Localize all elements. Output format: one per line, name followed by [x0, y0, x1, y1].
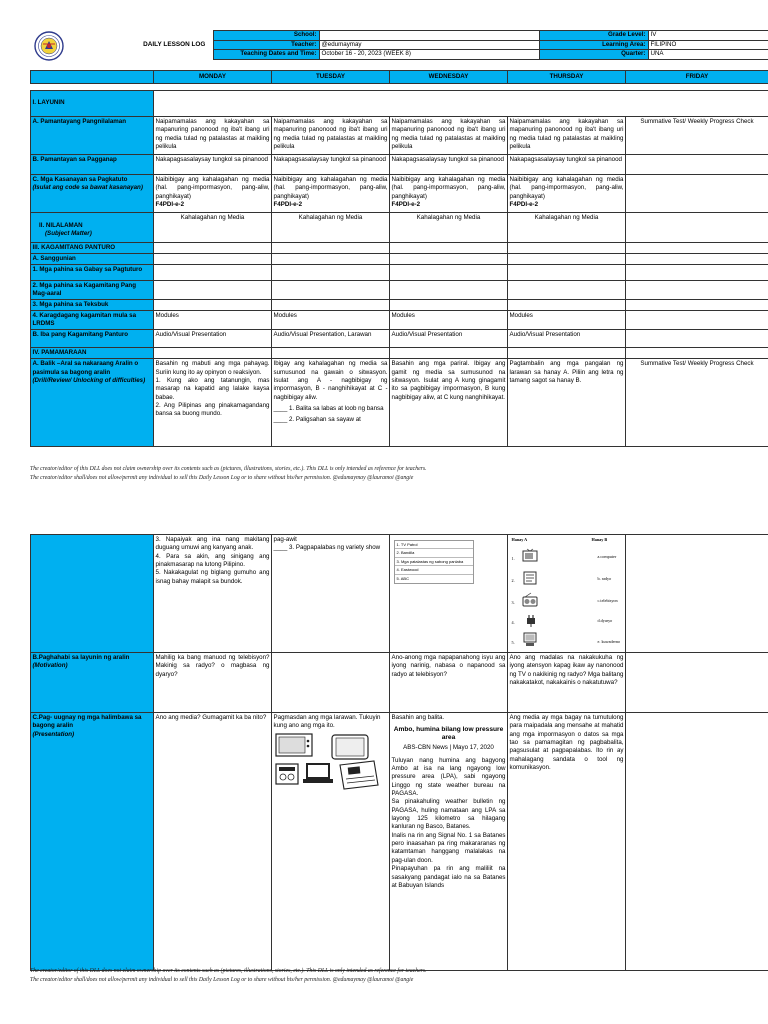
cell-iba-mon: Audio/Visual Presentation — [154, 330, 272, 348]
disclaimer-1: The creator/editor of this DLL does not claim ownership over its contents such as (pictures, illustrations, stories, etc.). This DLL is only intended as reference for teachers. — [30, 466, 427, 472]
lesson-table-page1 — [30, 90, 768, 447]
balik-mon-intro: Basahin ng mabuti ang mga pahayag. Suriin kung ito ay opinyon o reaksiyon. — [155, 360, 270, 376]
match-num: 1. — [511, 555, 515, 561]
row-pag-uugnay — [31, 713, 154, 971]
balik-sub: (Drill/Review/ Unlocking of difficulties) — [32, 376, 146, 384]
balik-tue-1: ____ 1. Balita sa labas at loob ng bansa — [273, 405, 384, 413]
media-list-item: 5. ABC — [396, 575, 409, 581]
days-blank — [31, 71, 154, 84]
row-iba: B. Iba pang Kagamitang Panturo — [31, 330, 154, 348]
cell-balik-thu-cont — [508, 535, 626, 653]
balik-mon-1: 1. Kung ako ang tatanungin, mas masarap na kapatid ang lalake kaysa babae. — [155, 376, 270, 401]
lesson-table-page2 — [30, 534, 768, 971]
match-choice: e. kuwaderno — [597, 638, 621, 644]
page-1 — [0, 0, 768, 500]
cell-nil-thu: Kahalagahan ng Media — [508, 213, 626, 243]
cell-balik-mon — [154, 359, 272, 447]
section-layunin: I. LAYUNIN — [31, 91, 154, 117]
section-pamamaraan: IV. PAMAMARAAN — [31, 348, 154, 359]
doc-title: DAILY LESSON LOG — [143, 40, 206, 48]
cell-iba-thu: Audio/Visual Presentation — [508, 330, 626, 348]
section-kagamitan: III. KAGAMITANG PANTURO — [31, 243, 154, 254]
cell-a-mon: Naipamamalas ang kakayahan sa mapanuring panonood ng iba't ibang uri ng media tulad ng patalastas at maikling pelikula — [154, 117, 272, 155]
match-num: 4. — [511, 619, 515, 625]
newspaper-icon — [522, 570, 538, 586]
row-paghahabi — [31, 653, 154, 713]
computer-icon — [522, 632, 538, 647]
paghahabi-label: B.Paghahabi sa layunin ng aralin — [32, 653, 130, 661]
cell-c-mon-p2: Ano ang media? Gumagamit ka ba nito? — [154, 713, 272, 971]
day-thursday: THURSDAY — [508, 71, 626, 84]
news-title: Ambo, humina bilang low pressure area — [393, 726, 504, 742]
cell-nil-wed: Kahalagahan ng Media — [390, 213, 508, 243]
cell-iba-wed: Audio/Visual Presentation — [390, 330, 508, 348]
media-list-item: 2. Bandila — [395, 549, 473, 558]
balik-label: A. Balik –Aral sa nakaraang Aralin o pasimula sa bagong aralin — [32, 360, 139, 376]
row-lrdms: 4. Karagdagang kagamitan mula sa LRDMS — [31, 311, 154, 330]
teacher-label: Teacher: — [213, 40, 319, 50]
cell-iba-tue: Audio/Visual Presentation, Larawan — [272, 330, 390, 348]
newspaper-icon — [340, 761, 378, 789]
school-label: School: — [213, 31, 319, 41]
c-text: Naibibigay ang kahalagahan ng media (hal. pang-impormasyon, pang-aliw, panghikayat) — [509, 175, 624, 200]
cell-balik-tue-cont — [272, 535, 390, 653]
cell-lrdms-wed: Modules — [390, 311, 508, 330]
cell-a-fri: Summative Test/ Weekly Progress Check — [626, 117, 768, 155]
cell-balik-tue — [272, 359, 390, 447]
balik-tue-intro: Ibigay ang kahalagahan ng media sa sumusunod na gawain o sitwasyon. Isulat ang A - nagbibigay ng impormasyon, B - nanghihikayat at C - nagbibigay aliw. — [273, 360, 388, 401]
match-choice: d.dyaryo — [597, 617, 613, 623]
cell-c-thu-p2: Ang media ay mga bagay na tumutulong para maipadala ang mensahe at mahatid ang mga impormasyon o datos sa mga tao sa pamamagitan ng pagbabalita, pagsusulat at pagpapalabas. Ito rin ay mahalagang sandata o tool ng komunikasyon. — [508, 713, 626, 971]
news-paragraph-2: Sa pinakahuling weather bulletin ng PAGASA, huling namataan ang LPA sa layong 125 kilometro sa hilagang kanluran ng Basco, Batanes. — [391, 798, 506, 831]
cell-balik-thu: Pagtambalin ang mga pangalan ng larawan sa hanay A. Piliin ang letra ng tamang sagot sa hanay B. — [508, 359, 626, 447]
cell-b-thu: Nakapagsasalaysay tungkol sa pinanood — [508, 155, 626, 175]
balik-mon-2: 2. Ang Pilipinas ang pinakamagandang bansa sa buong mundo. — [155, 402, 270, 418]
dates-value: October 16 - 20, 2023 (WEEK 8) — [319, 50, 539, 60]
plug-icon — [524, 614, 538, 628]
day-tuesday: TUESDAY — [272, 71, 390, 84]
cell-c-mon — [154, 175, 272, 213]
page-2 — [0, 512, 768, 1024]
cell-nil-tue: Kahalagahan ng Media — [272, 213, 390, 243]
kasanayan-sub: (Isulat ang code sa bawat kasanayan) — [32, 184, 143, 192]
cell-b-mon-p2: Mahilig ka bang manuod ng telebisyon? Makinig sa radyo? o magbasa ng dyaryo? — [154, 653, 272, 713]
cell-balik-mon-cont — [154, 535, 272, 653]
header-table — [30, 30, 768, 60]
c-wed-intro: Basahin ang balita. — [391, 713, 445, 721]
cell-c-wed — [390, 175, 508, 213]
balik-tue-3: ____ 3. Pagpapalabas ng variety show — [273, 544, 381, 552]
cell-b-tue: Nakapagsasalaysay tungkol sa pinanood — [272, 155, 390, 175]
c-code: F4PDI-e-2 — [273, 200, 303, 208]
cell-b-wed-p2: Ano-anong mga napapanahong isyu ang iyong narinig, nabasa o napanood sa radyo at telebisyon? — [390, 653, 508, 713]
pag-uugnay-sub: (Presentation) — [32, 730, 75, 738]
c-tue-text: Pagmasdan ang mga larawan. Tukuyin kung ano ang mga ito. — [273, 713, 381, 730]
paghahabi-sub: (Motivation) — [32, 662, 68, 670]
match-choice: c.telebisyon — [597, 597, 618, 603]
radio-icon — [522, 592, 538, 608]
disclaimer-2: The creator/editor shall/does not allow/permit any individual to sell this Daily Lesson Log or to share without his/her permission. @edumaymay @lauramoi @angie — [30, 475, 414, 481]
cell-a-thu: Naipamamalas ang kakayahan sa mapanuring panonood ng iba't ibang uri ng media tulad ng patalastas at maikling pelikula — [508, 117, 626, 155]
c-code: F4PDI-e-2 — [155, 200, 185, 208]
news-paragraph-1: Tuluyan nang humina ang bagyong Ambo at isa na lang ngayong low pressure area (LPA), sabi ngayong Linggo ng state weather bureau na PAGASA. — [391, 756, 506, 797]
quarter-value: UNA — [648, 50, 768, 60]
row-sanggunian: A. Sanggunian — [31, 253, 154, 264]
pag-uugnay-label: C.Pag- uugnay ng mga halimbawa sa bagong aralin — [32, 713, 142, 730]
row-gabay: 1. Mga pahina sa Gabay sa Pagtuturo — [31, 264, 154, 280]
cell-a-tue: Naipamamalas ang kakayahan sa mapanuring panonood ng iba't ibang uri ng media tulad ng patalastas at maikling pelikula — [272, 117, 390, 155]
media-illustrations — [274, 733, 382, 791]
area-value: FILIPINO — [648, 40, 768, 50]
day-wednesday: WEDNESDAY — [390, 71, 508, 84]
media-list-item: 4. Eastwood — [395, 566, 473, 575]
match-choice: a.computer — [597, 553, 617, 559]
match-num: 2. — [511, 577, 515, 583]
matching-exercise — [510, 536, 624, 648]
c-code: F4PDI-e-2 — [509, 200, 539, 208]
cell-nil-mon: Kahalagahan ng Media — [154, 213, 272, 243]
day-monday: MONDAY — [154, 71, 272, 84]
cell-lrdms-tue: Modules — [272, 311, 390, 330]
dates-label: Teaching Dates and Time: — [213, 50, 319, 60]
cell-balik-wed: Basahin ang mga pariral. Ibigay ang gamit ng media sa sumusunod na sitwasyon. Isulat ang A kung ginagamit ito sa pagbibigay impormasyon, B kung nagbibigay aliw, at C kung nanghihikayat. — [390, 359, 508, 447]
news-paragraph-4: Pinapayuhan pa rin ang maliliit na sasakyang pandagat ialo na sa Batanes at Babuyan Islands — [391, 865, 506, 889]
laptop-icon — [303, 763, 333, 783]
hanay-b-label: Hanay B — [591, 536, 608, 542]
balik-tue-2: ____ 2. Paligsahan sa sayaw at — [273, 416, 361, 424]
news-paragraph-3: Inalis na rin ang Signal No. 1 sa Batanes pero inaasahan pa ring makararanas ng katamtaman hanggang malalakas na pag-ulan doon. — [391, 831, 506, 864]
balik-mon-5: 5. Nakakagulat ng biglang gumuho ang isnag bahay malapit sa bundok. — [155, 569, 270, 585]
balik-mon-3: 3. Napaiyak ang ina nang makitang duguang umuwi ang kanyang anak. — [155, 535, 270, 552]
balik-tue-cont: pag-awit — [273, 535, 297, 543]
cell-lrdms-mon: Modules — [154, 311, 272, 330]
cell-c-wed-p2 — [390, 713, 508, 971]
news-source: ABS-CBN News | Mayo 17, 2020 — [403, 744, 494, 752]
media-list-image — [394, 540, 474, 585]
c-text: Naibibigay ang kahalagahan ng media (hal. pang-impormasyon, pang-aliw, panghikayat) — [391, 175, 506, 200]
c-text: Naibibigay ang kahalagahan ng media (hal. pang-impormasyon, pang-aliw, panghikayat) — [155, 175, 270, 200]
day-friday: FRIDAY — [626, 71, 768, 84]
disclaimer-4: The creator/editor shall/does not allow/permit any individual to sell this Daily Lesson Log or to share without his/her permission. @edumaymay @lauramoi @angie — [30, 977, 414, 983]
row-kagamitang-aaral: 2. Mga pahina sa Kagamitang Pang Mag-aaral — [31, 280, 154, 299]
match-num: 5. — [511, 639, 515, 645]
cell-b-thu-p2: Ano ang madalas na nakakukuha ng iyong atensyon kapag ikaw ay nanonood ng TV o nakikinig ng radyo? Mga balitang nakakatakot, nakakainis o nakatutuwa? — [508, 653, 626, 713]
media-list-item: 3. Mga patalastas ng sabong panlaba — [395, 558, 473, 567]
kasanayan-label: C. Mga Kasanayan sa Pagkatuto — [32, 175, 128, 183]
balik-mon-4: 4. Para sa akin, ang sinigang ang pinakmasarap na lutong Pilipino. — [155, 552, 270, 568]
grade-value: IV — [648, 31, 768, 41]
row-label-kasanayan — [31, 175, 154, 213]
cell-c-thu — [508, 175, 626, 213]
section-nilalaman — [31, 213, 154, 243]
row-balik-aral — [31, 359, 154, 447]
match-num: 3. — [511, 599, 515, 605]
c-code: F4PDI-e-2 — [391, 200, 421, 208]
nilalaman-sub: (Subject Matter) — [45, 230, 92, 238]
media-list-item: 1. TV Patrol — [395, 541, 473, 550]
grade-label: Grade Level: — [539, 31, 648, 41]
nilalaman-label: II. NILALAMAN — [39, 221, 83, 229]
television-icon — [276, 734, 312, 756]
cell-c-tue — [272, 175, 390, 213]
row-teksbuk: 3. Mga pahina sa Teksbuk — [31, 300, 154, 311]
area-label: Learning Area: — [539, 40, 648, 50]
cell-a-wed: Naipamamalas ang kakayahan sa mapanuring panonood ng iba't ibang uri ng media tulad ng patalastas at maikling pelikula — [390, 117, 508, 155]
match-choice: b. radyo — [597, 575, 612, 581]
hanay-a-label: Hanay A — [511, 536, 528, 542]
c-text: Naibibigay ang kahalagahan ng media (hal. pang-impormasyon, pang-aliw, panghikayat) — [273, 175, 388, 200]
disclaimer-3: The creator/editor of this DLL does not claim ownership over its contents such as (pictures, illustrations, stories, etc.). This DLL is only intended as reference for teachers. — [30, 968, 427, 974]
cell-lrdms-thu: Modules — [508, 311, 626, 330]
cell-b-mon: Nakapagsasalaysay tungkol sa pinanood — [154, 155, 272, 175]
cell-c-tue-p2 — [272, 713, 390, 971]
television-icon — [522, 548, 538, 564]
teacher-value: @edumaymay — [319, 40, 539, 50]
school-value — [319, 31, 539, 41]
cell-balik-wed-cont — [390, 535, 508, 653]
row-label-pangnilalaman: A. Pamantayang Pangnilalaman — [31, 117, 154, 155]
quarter-label: Quarter: — [539, 50, 648, 60]
radio-icon — [276, 764, 298, 784]
cell-b-wed: Nakapagsasalaysay tungkol sa pinanood — [390, 155, 508, 175]
row-label-pagganap: B. Pamantayan sa Pagganap — [31, 155, 154, 175]
cell-balik-fri: Summative Test/ Weekly Progress Check — [626, 359, 768, 447]
tablet-icon — [332, 735, 368, 759]
days-header — [30, 70, 768, 84]
